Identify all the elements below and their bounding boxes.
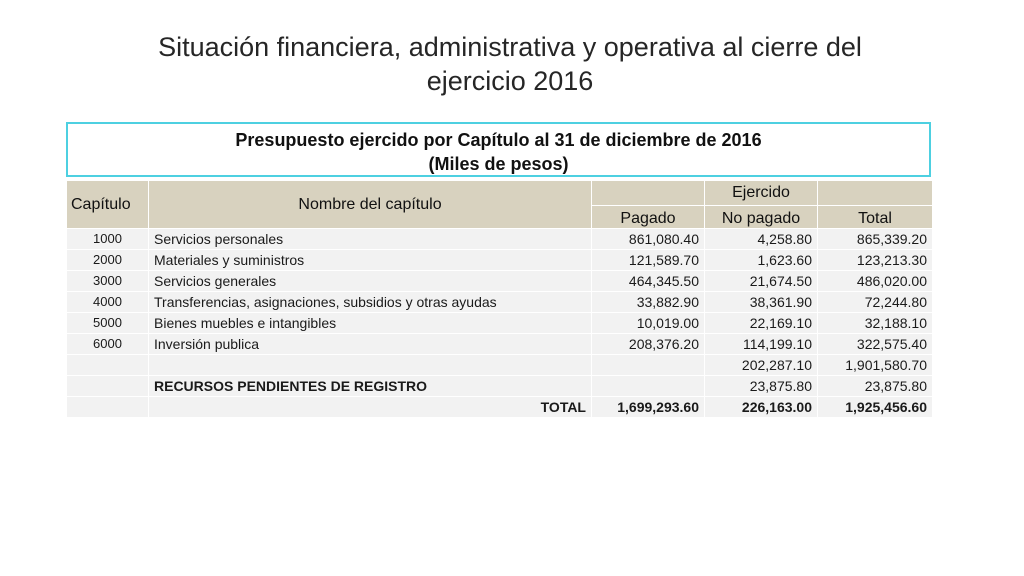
pagado-value: 10,019.00 — [592, 313, 705, 334]
empty-cell — [149, 355, 592, 376]
total-value: 865,339.20 — [818, 229, 933, 250]
table-caption-line-2: (Miles de pesos) — [428, 154, 569, 174]
grand-total-total: 1,925,456.60 — [818, 397, 933, 418]
total-value: 486,020.00 — [818, 271, 933, 292]
grand-total-no-pagado: 226,163.00 — [705, 397, 818, 418]
empty-cell — [67, 355, 149, 376]
header-pagado: Pagado — [592, 206, 705, 229]
table-row — [67, 229, 933, 250]
table-row — [67, 271, 933, 292]
header-blank — [592, 181, 705, 206]
header-row-top — [67, 181, 933, 206]
empty-cell — [592, 355, 705, 376]
chapter-code: 5000 — [67, 313, 149, 334]
chapter-name: Transferencias, asignaciones, subsidios y otras ayudas — [149, 292, 592, 313]
no-pagado-value: 22,169.10 — [705, 313, 818, 334]
slide-title-line-1: Situación financiera, administrativa y operativa al cierre del — [158, 32, 862, 62]
table-row — [67, 250, 933, 271]
total-value: 123,213.30 — [818, 250, 933, 271]
no-pagado-value: 1,623.60 — [705, 250, 818, 271]
no-pagado-value: 114,199.10 — [705, 334, 818, 355]
empty-cell — [67, 397, 149, 418]
table-caption — [66, 122, 931, 177]
header-capitulo: Capítulo — [67, 181, 149, 229]
pagado-value: 861,080.40 — [592, 229, 705, 250]
budget-table — [66, 180, 933, 418]
header-blank-2 — [818, 181, 933, 206]
table-row — [67, 292, 933, 313]
chapter-code: 2000 — [67, 250, 149, 271]
table-caption-line-1: Presupuesto ejercido por Capítulo al 31 de diciembre de 2016 — [235, 130, 762, 150]
subtotal-row — [67, 355, 933, 376]
chapter-code: 4000 — [67, 292, 149, 313]
empty-cell — [67, 376, 149, 397]
subtotal-no-pagado: 202,287.10 — [705, 355, 818, 376]
slide-title — [90, 30, 930, 98]
chapter-name: Servicios personales — [149, 229, 592, 250]
pagado-value: 121,589.70 — [592, 250, 705, 271]
empty-cell — [592, 376, 705, 397]
pending-label: RECURSOS PENDIENTES DE REGISTRO — [149, 376, 592, 397]
table-row — [67, 334, 933, 355]
chapter-code: 3000 — [67, 271, 149, 292]
pending-total: 23,875.80 — [818, 376, 933, 397]
chapter-name: Servicios generales — [149, 271, 592, 292]
total-value: 32,188.10 — [818, 313, 933, 334]
chapter-name: Bienes muebles e intangibles — [149, 313, 592, 334]
pagado-value: 33,882.90 — [592, 292, 705, 313]
pending-row — [67, 376, 933, 397]
grand-total-label: TOTAL — [149, 397, 592, 418]
grand-total-pagado: 1,699,293.60 — [592, 397, 705, 418]
header-no-pagado: No pagado — [705, 206, 818, 229]
total-value: 72,244.80 — [818, 292, 933, 313]
no-pagado-value: 4,258.80 — [705, 229, 818, 250]
table-row — [67, 313, 933, 334]
chapter-code: 6000 — [67, 334, 149, 355]
header-total: Total — [818, 206, 933, 229]
pending-no-pagado: 23,875.80 — [705, 376, 818, 397]
header-nombre: Nombre del capítulo — [149, 181, 592, 229]
header-ejercido: Ejercido — [705, 181, 818, 206]
pagado-value: 464,345.50 — [592, 271, 705, 292]
slide-title-line-2: ejercicio 2016 — [426, 66, 594, 96]
subtotal-total: 1,901,580.70 — [818, 355, 933, 376]
chapter-name: Materiales y suministros — [149, 250, 592, 271]
chapter-name: Inversión publica — [149, 334, 592, 355]
chapter-code: 1000 — [67, 229, 149, 250]
pagado-value: 208,376.20 — [592, 334, 705, 355]
total-value: 322,575.40 — [818, 334, 933, 355]
no-pagado-value: 38,361.90 — [705, 292, 818, 313]
no-pagado-value: 21,674.50 — [705, 271, 818, 292]
grand-total-row — [67, 397, 933, 418]
